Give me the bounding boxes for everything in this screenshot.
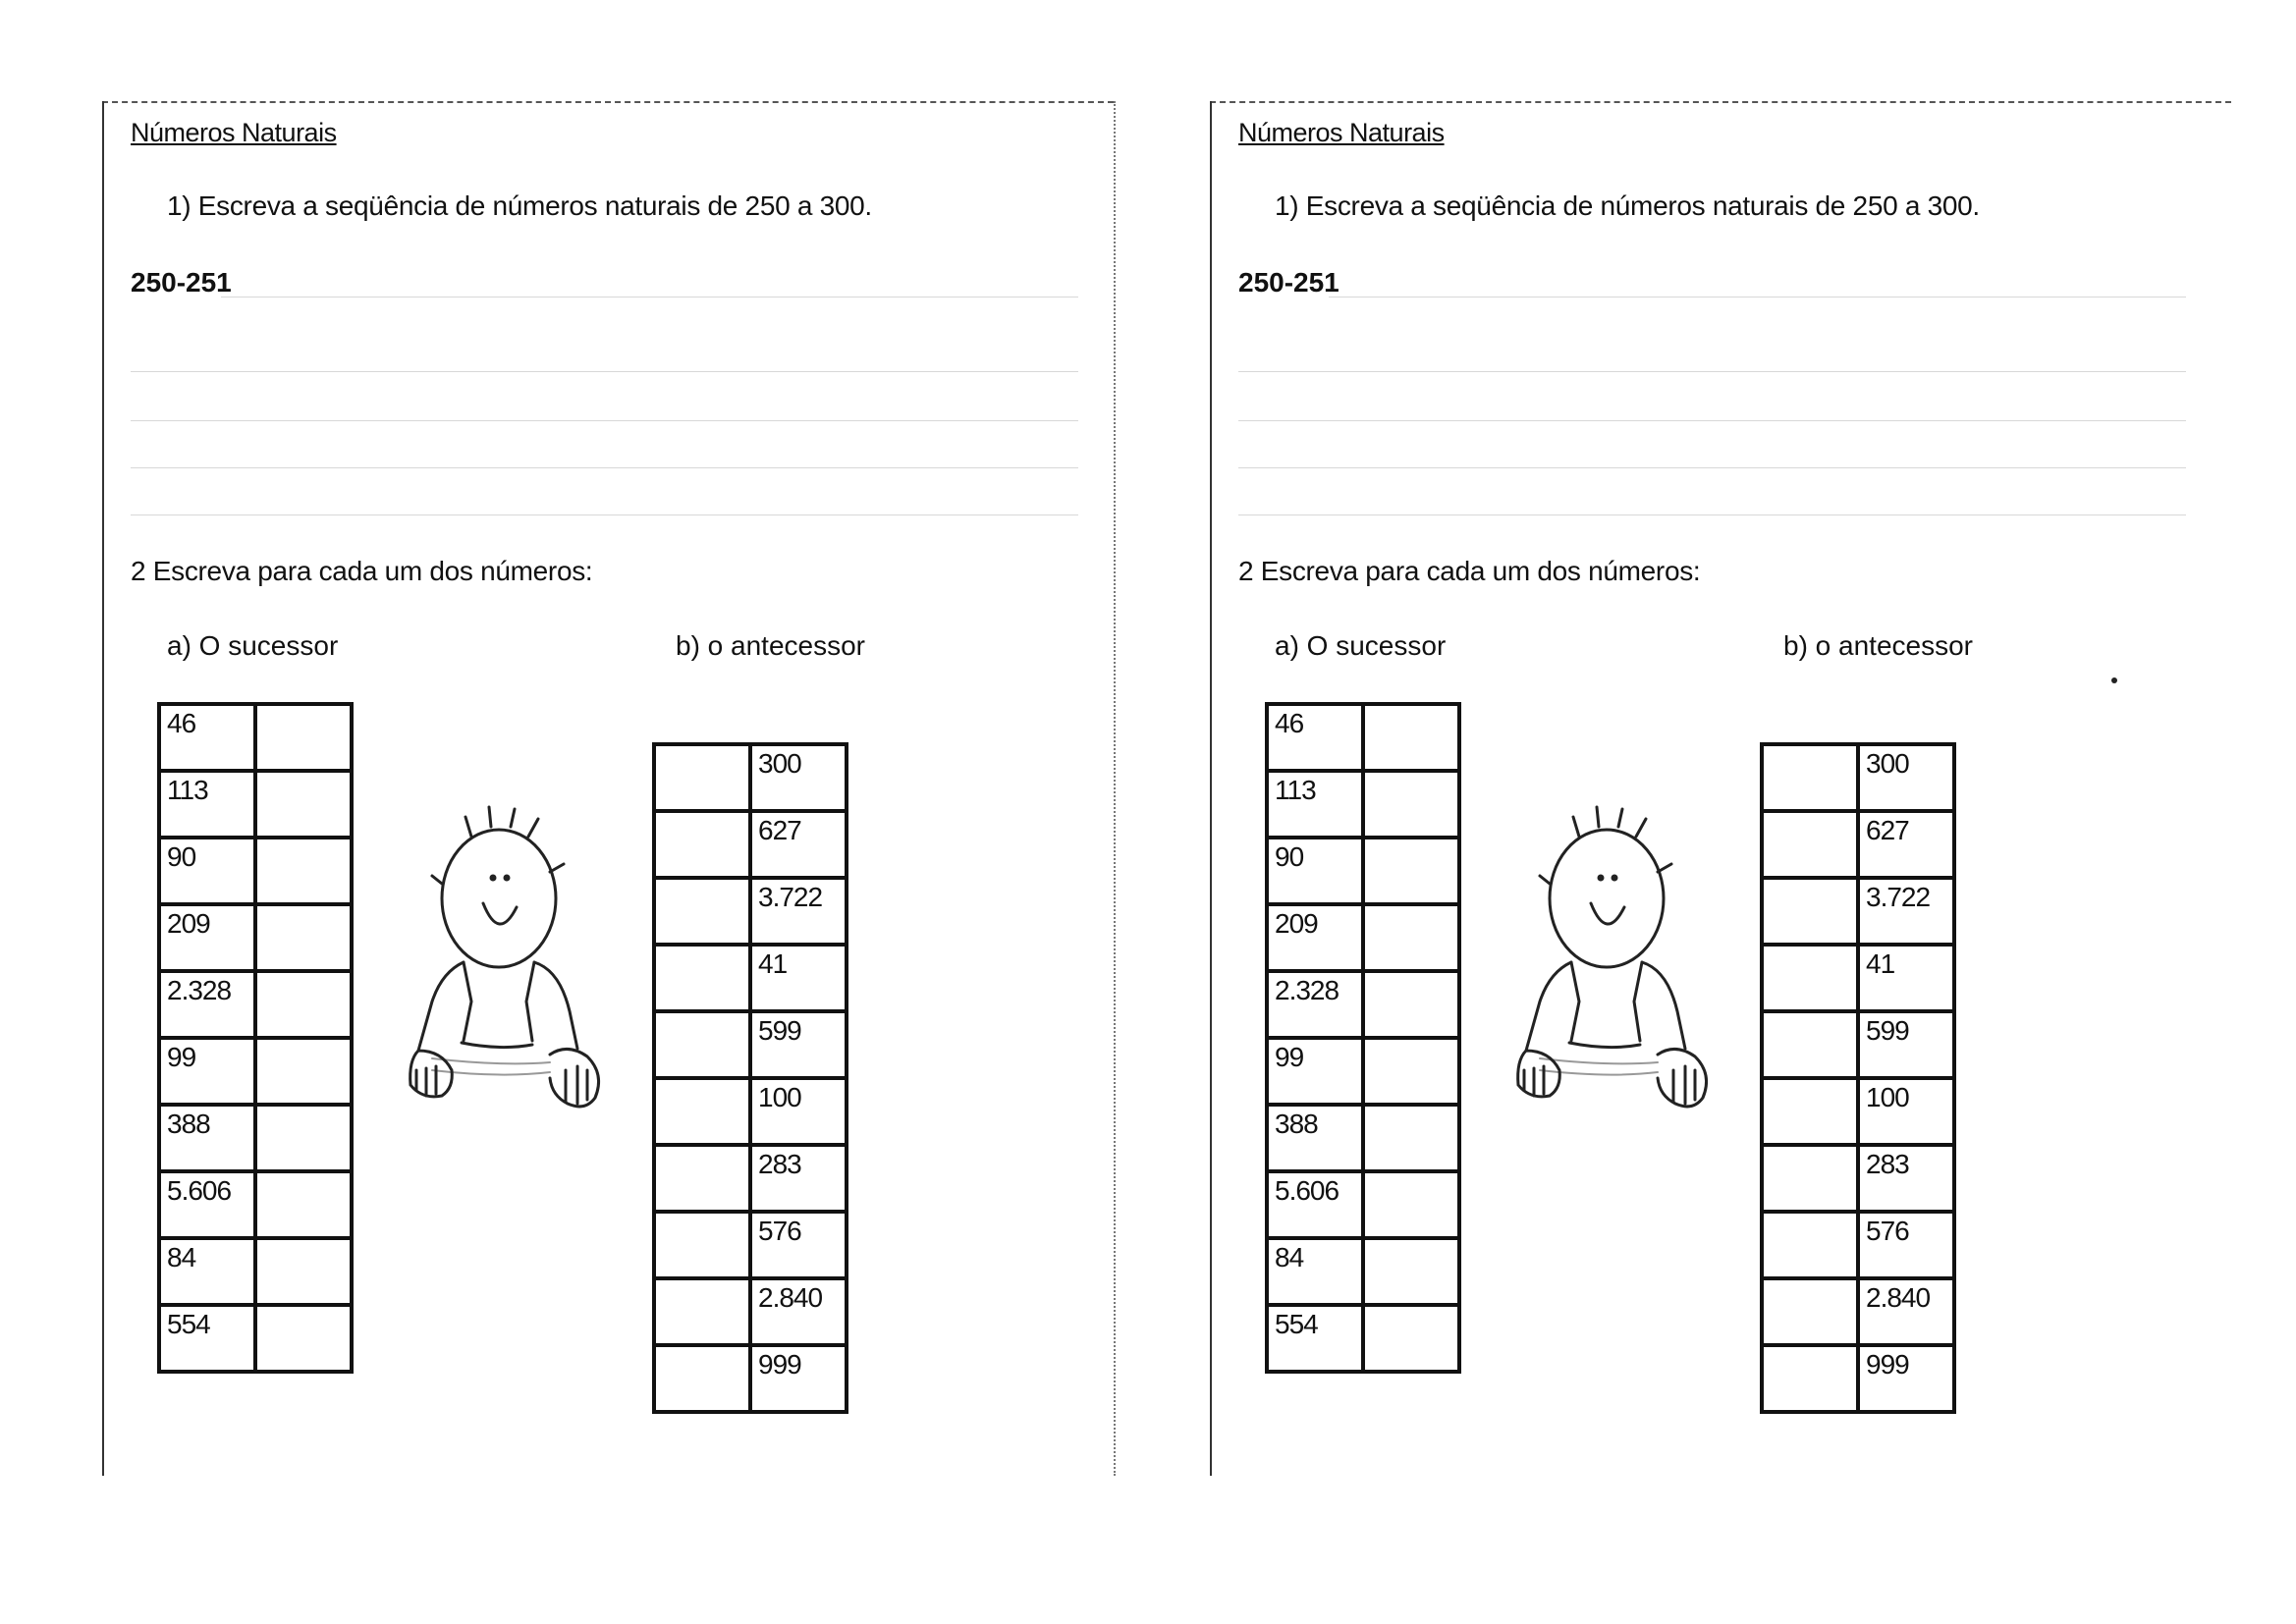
number-cell: [750, 1011, 847, 1078]
table-row: [654, 1078, 847, 1145]
table-row: [159, 771, 352, 838]
answer-cell[interactable]: [1363, 1238, 1459, 1305]
table-row: [1267, 904, 1459, 971]
answer-cell[interactable]: [1363, 904, 1459, 971]
number-value: 3.722: [758, 882, 823, 912]
answer-cell[interactable]: [255, 1038, 352, 1105]
answer-cell[interactable]: [654, 1278, 750, 1345]
answer-cell[interactable]: [1363, 1305, 1459, 1372]
answer-cell[interactable]: [654, 878, 750, 945]
number-cell: [1267, 1038, 1363, 1105]
number-value: 2.840: [758, 1282, 823, 1313]
question-1-start-value: 250-251: [131, 267, 232, 298]
table-row: [1267, 771, 1459, 838]
number-cell: [1858, 811, 1954, 878]
answer-cell[interactable]: [255, 771, 352, 838]
answer-cell[interactable]: [1363, 1038, 1459, 1105]
answer-cell[interactable]: [1762, 1078, 1858, 1145]
number-cell: [1267, 971, 1363, 1038]
number-value: 5.606: [167, 1175, 232, 1206]
answer-cell[interactable]: [654, 811, 750, 878]
table-row: [654, 878, 847, 945]
number-cell: [1858, 878, 1954, 945]
table-row: [1267, 1171, 1459, 1238]
number-cell: [1858, 1278, 1954, 1345]
number-value: 2.328: [167, 975, 232, 1005]
table-row: [1762, 1145, 1954, 1212]
answer-cell[interactable]: [654, 945, 750, 1011]
answer-cell[interactable]: [255, 1238, 352, 1305]
table-row: [1762, 1345, 1954, 1412]
answer-cell[interactable]: [1762, 878, 1858, 945]
number-value: 283: [1866, 1149, 1909, 1179]
answer-cell[interactable]: [1762, 1212, 1858, 1278]
table-row: [159, 1038, 352, 1105]
answer-cell[interactable]: [255, 904, 352, 971]
table-row: [654, 1345, 847, 1412]
number-value: 554: [1275, 1309, 1318, 1339]
table-row: [1762, 1078, 1954, 1145]
table-row: [654, 1145, 847, 1212]
table-row: [654, 1278, 847, 1345]
answer-cell[interactable]: [1762, 1011, 1858, 1078]
predecessor-label: b) o antecessor: [676, 630, 865, 661]
number-value: 599: [1866, 1015, 1909, 1046]
number-cell: [1267, 904, 1363, 971]
answer-cell[interactable]: [1363, 1105, 1459, 1171]
number-value: 283: [758, 1149, 801, 1179]
answer-cell[interactable]: [1363, 1171, 1459, 1238]
number-value: 209: [167, 908, 210, 939]
frame-left-border: [102, 101, 104, 1476]
stray-ink-dot: [2111, 677, 2117, 683]
table-row: [1762, 945, 1954, 1011]
answer-cell[interactable]: [1762, 1145, 1858, 1212]
number-cell: [750, 878, 847, 945]
table-row: [1762, 744, 1954, 811]
table-row: [1267, 704, 1459, 771]
answer-cell[interactable]: [654, 1345, 750, 1412]
table-row: [1762, 1278, 1954, 1345]
writing-line[interactable]: [1238, 467, 2186, 468]
answer-cell[interactable]: [255, 838, 352, 904]
table-row: [159, 904, 352, 971]
writing-line[interactable]: [131, 371, 1078, 372]
number-cell: [1267, 704, 1363, 771]
number-cell: [750, 1145, 847, 1212]
table-row: [654, 811, 847, 878]
number-cell: [750, 1345, 847, 1412]
answer-cell[interactable]: [255, 1105, 352, 1171]
number-value: 999: [1866, 1349, 1909, 1380]
table-row: [159, 704, 352, 771]
number-value: 46: [1275, 708, 1304, 738]
number-value: 99: [1275, 1042, 1304, 1072]
number-cell: [1267, 1105, 1363, 1171]
frame-top-border: [102, 101, 1114, 103]
number-cell: [159, 1305, 255, 1372]
writing-line[interactable]: [1329, 297, 2186, 298]
number-cell: [1858, 1011, 1954, 1078]
answer-cell[interactable]: [1363, 971, 1459, 1038]
number-value: 90: [167, 841, 196, 872]
number-value: 627: [1866, 815, 1909, 845]
number-cell: [1858, 744, 1954, 811]
number-cell: [159, 771, 255, 838]
number-value: 84: [1275, 1242, 1304, 1272]
number-cell: [159, 838, 255, 904]
worksheet-title: Números Naturais: [131, 118, 337, 147]
number-value: 999: [758, 1349, 801, 1380]
number-value: 41: [1866, 948, 1895, 979]
number-value: 90: [1275, 841, 1304, 872]
answer-cell[interactable]: [1762, 1278, 1858, 1345]
number-value: 84: [167, 1242, 196, 1272]
answer-cell[interactable]: [654, 1145, 750, 1212]
answer-cell[interactable]: [654, 1212, 750, 1278]
number-cell: [159, 971, 255, 1038]
table-row: [1762, 811, 1954, 878]
number-value: 576: [758, 1216, 801, 1246]
table-row: [1267, 838, 1459, 904]
worksheet-left: [0, 0, 1120, 1624]
number-cell: [750, 811, 847, 878]
number-cell: [1858, 1145, 1954, 1212]
writing-line[interactable]: [131, 514, 1078, 515]
number-value: 300: [758, 748, 801, 779]
frame-top-border: [1210, 101, 2231, 103]
number-value: 5.606: [1275, 1175, 1339, 1206]
number-value: 41: [758, 948, 788, 979]
number-cell: [159, 1105, 255, 1171]
question-1-start-value: 250-251: [1238, 267, 1339, 298]
number-cell: [750, 945, 847, 1011]
number-cell: [159, 904, 255, 971]
answer-cell[interactable]: [1363, 704, 1459, 771]
answer-cell[interactable]: [255, 704, 352, 771]
writing-line[interactable]: [131, 467, 1078, 468]
number-value: 388: [167, 1109, 210, 1139]
number-cell: [750, 1078, 847, 1145]
number-cell: [1858, 1078, 1954, 1145]
table-row: [1762, 878, 1954, 945]
number-value: 100: [758, 1082, 801, 1112]
table-row: [1267, 971, 1459, 1038]
number-cell: [750, 744, 847, 811]
table-row: [159, 838, 352, 904]
boy-illustration-icon: [403, 805, 619, 1129]
table-row: [1762, 1011, 1954, 1078]
writing-line[interactable]: [1238, 514, 2186, 515]
question-1: 1) Escreva a seqüência de números naturais de 250 a 300.: [167, 190, 872, 221]
table-row: [654, 1011, 847, 1078]
number-value: 2.328: [1275, 975, 1339, 1005]
number-cell: [1858, 1212, 1954, 1278]
number-cell: [1267, 771, 1363, 838]
answer-cell[interactable]: [1363, 838, 1459, 904]
number-value: 113: [167, 775, 208, 805]
number-cell: [159, 1238, 255, 1305]
number-value: 2.840: [1866, 1282, 1931, 1313]
question-1: 1) Escreva a seqüência de números naturais de 250 a 300.: [1275, 190, 1980, 221]
number-cell: [1858, 945, 1954, 1011]
number-value: 576: [1866, 1216, 1909, 1246]
worksheet-title: Números Naturais: [1238, 118, 1445, 147]
table-row: [654, 945, 847, 1011]
table-row: [159, 1171, 352, 1238]
writing-line[interactable]: [131, 420, 1078, 421]
number-cell: [159, 704, 255, 771]
answer-cell[interactable]: [1762, 744, 1858, 811]
answer-cell[interactable]: [255, 971, 352, 1038]
number-value: 99: [167, 1042, 196, 1072]
number-cell: [750, 1212, 847, 1278]
number-cell: [1267, 838, 1363, 904]
boy-illustration-icon: [1510, 805, 1726, 1129]
table-row: [654, 1212, 847, 1278]
writing-line[interactable]: [1238, 371, 2186, 372]
answer-cell[interactable]: [654, 1011, 750, 1078]
frame-left-border: [1210, 101, 1212, 1476]
number-value: 113: [1275, 775, 1316, 805]
number-cell: [1267, 1238, 1363, 1305]
number-cell: [1267, 1171, 1363, 1238]
answer-cell[interactable]: [1762, 1345, 1858, 1412]
table-row: [159, 1238, 352, 1305]
answer-cell[interactable]: [654, 1078, 750, 1145]
number-cell: [1858, 1345, 1954, 1412]
answer-cell[interactable]: [255, 1305, 352, 1372]
number-cell: [159, 1171, 255, 1238]
table-row: [1267, 1038, 1459, 1105]
number-value: 388: [1275, 1109, 1318, 1139]
number-cell: [159, 1038, 255, 1105]
successor-label: a) O sucessor: [1275, 630, 1447, 661]
number-value: 599: [758, 1015, 801, 1046]
table-row: [159, 1305, 352, 1372]
successor-label: a) O sucessor: [167, 630, 339, 661]
number-value: 300: [1866, 748, 1909, 779]
table-row: [159, 1105, 352, 1171]
successor-table: [1265, 702, 1461, 1374]
number-value: 209: [1275, 908, 1318, 939]
table-row: [1762, 1212, 1954, 1278]
successor-table: [157, 702, 354, 1374]
number-value: 3.722: [1866, 882, 1931, 912]
predecessor-table: [1760, 742, 1956, 1414]
table-row: [1267, 1305, 1459, 1372]
writing-line[interactable]: [221, 297, 1078, 298]
predecessor-label: b) o antecessor: [1783, 630, 1973, 661]
writing-line[interactable]: [1238, 420, 2186, 421]
number-cell: [750, 1278, 847, 1345]
table-row: [159, 971, 352, 1038]
answer-cell[interactable]: [255, 1171, 352, 1238]
answer-cell[interactable]: [654, 744, 750, 811]
number-cell: [1267, 1305, 1363, 1372]
number-value: 100: [1866, 1082, 1909, 1112]
table-row: [1267, 1238, 1459, 1305]
table-row: [1267, 1105, 1459, 1171]
worksheet-right: [1108, 0, 2227, 1624]
question-2: 2 Escreva para cada um dos números:: [131, 556, 593, 586]
number-value: 554: [167, 1309, 210, 1339]
predecessor-table: [652, 742, 848, 1414]
table-row: [654, 744, 847, 811]
answer-cell[interactable]: [1363, 771, 1459, 838]
number-value: 46: [167, 708, 196, 738]
answer-cell[interactable]: [1762, 811, 1858, 878]
answer-cell[interactable]: [1762, 945, 1858, 1011]
number-value: 627: [758, 815, 801, 845]
question-2: 2 Escreva para cada um dos números:: [1238, 556, 1701, 586]
